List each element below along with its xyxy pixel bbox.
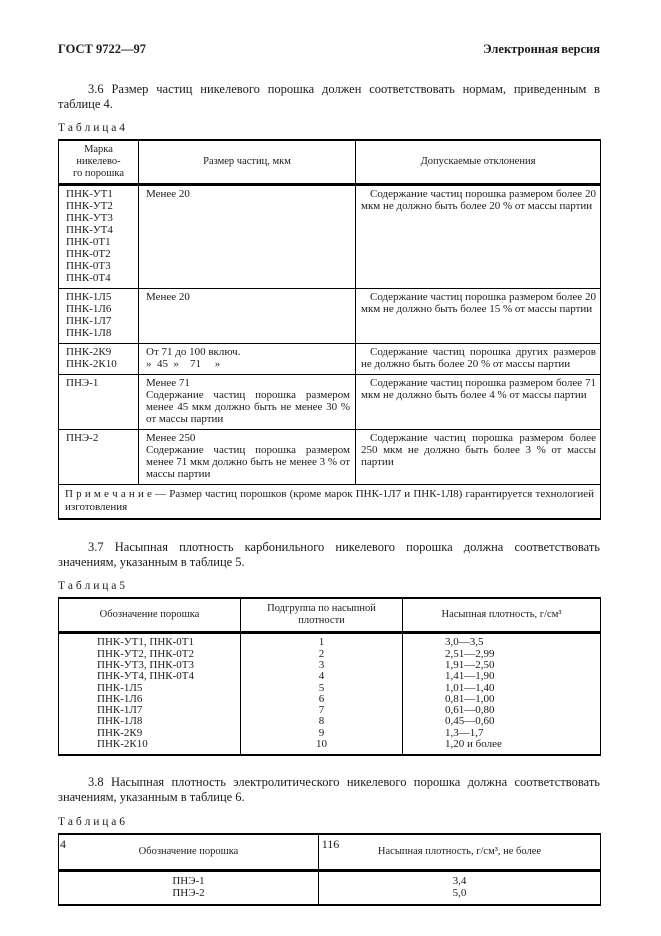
table4-header-row [59, 140, 601, 185]
table4-row-2-size: Менее 20 [139, 289, 356, 344]
table4-row-1 [59, 185, 601, 289]
table5-row-6-subgroup: 6 [241, 694, 403, 705]
table5-header-subgroup: Подгруппа по насыпной плотности [241, 598, 403, 633]
table4-row-4-marks: ПНЭ-1 [59, 375, 139, 430]
table5-row-6-designation: ПНК-1Л6 [59, 694, 241, 705]
table6-header-designation: Обозначение порошка [59, 834, 319, 871]
table5-row-5-designation: ПНК-1Л5 [59, 683, 241, 694]
table5-row-6-density: 0,81—1,00 [403, 694, 601, 705]
paragraph-3-8: 3.8 Насыпная плотность электролитического никелевого порошка должна соответствовать значениям, указанным в таблице 6. [58, 775, 600, 804]
table5-row-2-subgroup: 2 [241, 649, 403, 660]
table5-row-4-subgroup: 4 [241, 671, 403, 682]
table4-row-4 [59, 375, 601, 430]
table5-row-4-density: 1,41—1,90 [403, 671, 601, 682]
table5-row-8-subgroup: 8 [241, 716, 403, 727]
table4-row-5-marks: ПНЭ-2 [59, 430, 139, 485]
footer-page-number: 4 [60, 837, 66, 851]
document-header [58, 42, 600, 57]
table4-row-5-deviation: Содержание частиц порошка размером более 250 мкм не должно быть более 3 % от массы партии [356, 430, 601, 485]
table5-row-3-designation: ПНК-УТ3, ПНК-0Т3 [59, 660, 241, 671]
table4-row-2-deviation: Содержание частиц порошка размером более 20 мкм не должно быть более 15 % от массы партии [356, 289, 601, 344]
table5-row-3-subgroup: 3 [241, 660, 403, 671]
table4-row-2-marks: ПНК-1Л5 ПНК-1Л6 ПНК-1Л7 ПНК-1Л8 [59, 289, 139, 344]
table4-row-2 [59, 289, 601, 344]
table5-row-2-designation: ПНК-УТ2, ПНК-0Т2 [59, 649, 241, 660]
table6-header-density: Насыпная плотность, г/см³, не более [319, 834, 601, 871]
table6-row-1-density: 3,4 [319, 870, 601, 887]
table5-header-designation: Обозначение порошка [59, 598, 241, 633]
table5-row-3-density: 1,91—2,50 [403, 660, 601, 671]
paragraph-3-7: 3.7 Насыпная плотность карбонильного никелевого порошка должна соответствовать значениям, указанным в таблице 5. [58, 540, 600, 569]
table5-row-4 [59, 671, 601, 682]
table4-note-row [59, 485, 601, 520]
table5-row-5-density: 1,01—1,40 [403, 683, 601, 694]
table5-row-8-density: 0,45—0,60 [403, 716, 601, 727]
table6-row-2-designation: ПНЭ-2 [59, 887, 319, 905]
footer-sheet-number: 116 [321, 837, 340, 851]
doc-number: ГОСТ 9722—97 [58, 42, 147, 56]
table4-row-5-size: Менее 250 Содержание частиц порошка размером менее 71 мкм должно быть не менее 3 % от массы партии [139, 430, 356, 485]
table4-row-3-size: От 71 до 100 включ. » 45 » 71 » [139, 344, 356, 375]
table6-row-1-designation: ПНЭ-1 [59, 870, 319, 887]
table5-row-7-subgroup: 7 [241, 705, 403, 716]
table4-note-text: — Размер частиц порошков (кроме марок ПНК-1Л7 и ПНК-1Л8) гарантируется технологией изготовления [65, 488, 594, 513]
table4-row-3-marks: ПНК-2К9 ПНК-2К10 [59, 344, 139, 375]
table4-row-4-size: Менее 71 Содержание частиц порошка размером менее 45 мкм должно быть не менее 30 % от массы партии [139, 375, 356, 430]
table5-row-10 [59, 739, 601, 755]
table5-row-9-subgroup: 9 [241, 728, 403, 739]
table5-row-10-designation: ПНК-2К10 [59, 739, 241, 755]
table5-row-10-density: 1,20 и более [403, 739, 601, 755]
table4-row-3 [59, 344, 601, 375]
table4-header-mark: Марка никелево- го порошка [59, 140, 139, 185]
table5-row-2-density: 2,51—2,99 [403, 649, 601, 660]
table6-row-2 [59, 887, 601, 905]
table4-caption: Т а б л и ц а 4 [58, 122, 126, 135]
table5-row-5-subgroup: 5 [241, 683, 403, 694]
table4-row-1-size: Менее 20 [139, 185, 356, 289]
table4-row-5 [59, 430, 601, 485]
table5-row-9-density: 1,3—1,7 [403, 728, 601, 739]
table-4 [58, 139, 601, 520]
table4-note [59, 485, 601, 520]
paragraph-3-6: 3.6 Размер частиц никелевого порошка должен соответствовать нормам, приведенным в таблице 4. [58, 82, 600, 111]
table4-row-1-marks: ПНК-УТ1 ПНК-УТ2 ПНК-УТ3 ПНК-УТ4 ПНК-0Т1 ПНК-0Т2 ПНК-0Т3 ПНК-0Т4 [59, 185, 139, 289]
table4-note-label: П р и м е ч а н и е [65, 488, 152, 501]
table5-row-1 [59, 633, 601, 649]
table4-header-size: Размер частиц, мкм [139, 140, 356, 185]
doc-edition-label: Электронная версия [483, 42, 600, 56]
table6-caption: Т а б л и ц а 6 [58, 815, 126, 828]
table5-row-7-density: 0,61—0,80 [403, 705, 601, 716]
table6-row-1 [59, 870, 601, 887]
table5-row-1-density: 3,0—3,5 [403, 633, 601, 649]
table5-row-10-subgroup: 10 [241, 739, 403, 755]
table-5 [58, 597, 601, 756]
table6-row-2-density: 5,0 [319, 887, 601, 905]
table4-row-3-deviation: Содержание частиц порошка других размеров не должно быть более 20 % от массы партии [356, 344, 601, 375]
table5-row-1-designation: ПНК-УТ1, ПНК-0Т1 [59, 633, 241, 649]
table5-row-8-designation: ПНК-1Л8 [59, 716, 241, 727]
table5-header-row [59, 598, 601, 633]
table5-row-1-subgroup: 1 [241, 633, 403, 649]
table4-row-4-deviation: Содержание частиц порошка размером более 71 мкм не должно быть более 4 % от массы партии [356, 375, 601, 430]
table5-row-7-designation: ПНК-1Л7 [59, 705, 241, 716]
table5-caption: Т а б л и ц а 5 [58, 580, 126, 593]
table5-header-density: Насыпная плотность, г/см³ [403, 598, 601, 633]
table5-row-4-designation: ПНК-УТ4, ПНК-0Т4 [59, 671, 241, 682]
table4-header-deviation: Допускаемые отклонения [356, 140, 601, 185]
table4-row-1-deviation: Содержание частиц порошка размером более 20 мкм не должно быть более 20 % от массы партии [356, 185, 601, 289]
table5-row-9-designation: ПНК-2К9 [59, 728, 241, 739]
